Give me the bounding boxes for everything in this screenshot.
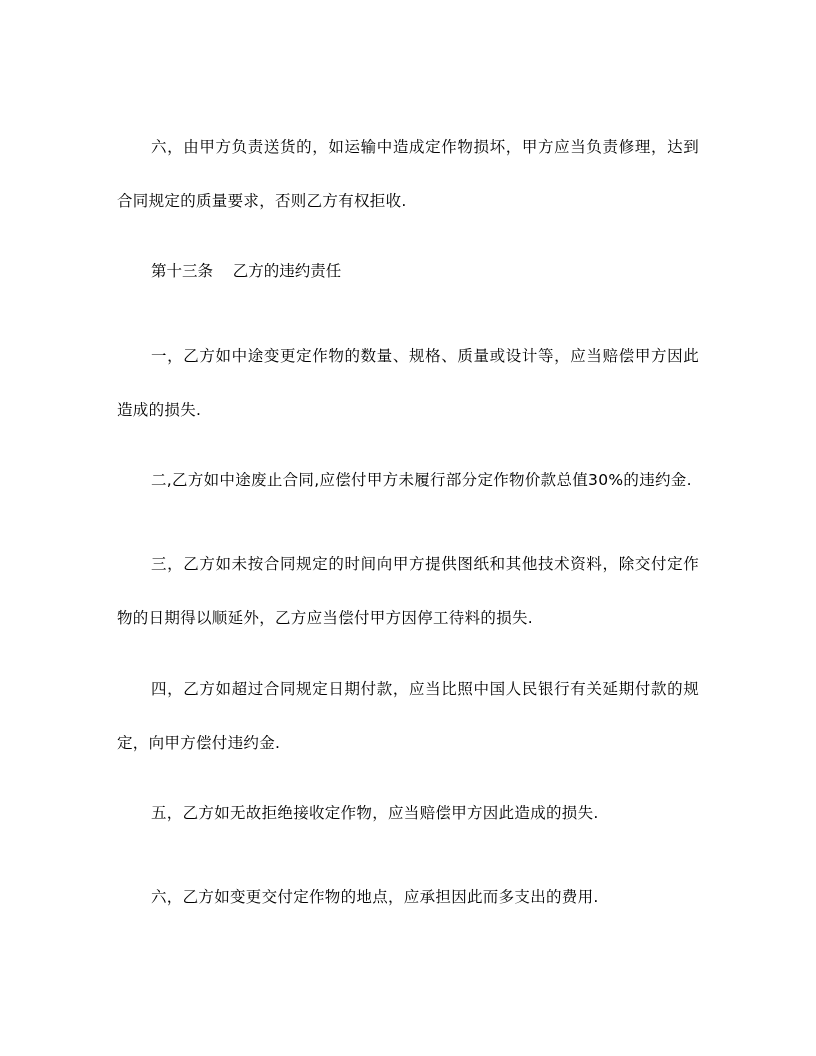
paragraph-item-1: 一，乙方如中途变更定作物的数量、规格、质量或设计等，应当赔偿甲方因此造成的损失.	[117, 347, 699, 419]
paragraph-item-5: 五，乙方如无故拒绝接收定作物，应当赔偿甲方因此造成的损失.	[151, 804, 599, 822]
paragraph-item-3: 三，乙方如未按合同规定的时间向甲方提供图纸和其他技术资料，除交付定作物的日期得以顺延外，乙方应当偿付甲方因停工待料的损失.	[117, 555, 699, 627]
paragraph-delivery-damage: 六，由甲方负责送货的，如运输中造成定作物损坏，甲方应当负责修理，达到合同规定的质量要求，否则乙方有权拒收.	[117, 138, 699, 210]
paragraph-item-4: 四，乙方如超过合同规定日期付款，应当比照中国人民银行有关延期付款的规定，向甲方偿付违约金.	[117, 680, 699, 752]
paragraph-item-2: 二,乙方如中途废止合同,应偿付甲方未履行部分定作物价款总值30%的违约金.	[151, 471, 692, 489]
paragraph-item-6: 六，乙方如变更交付定作物的地点，应承担因此而多支出的费用.	[151, 888, 599, 906]
article-13-heading: 第十三条 乙方的违约责任	[151, 262, 342, 280]
